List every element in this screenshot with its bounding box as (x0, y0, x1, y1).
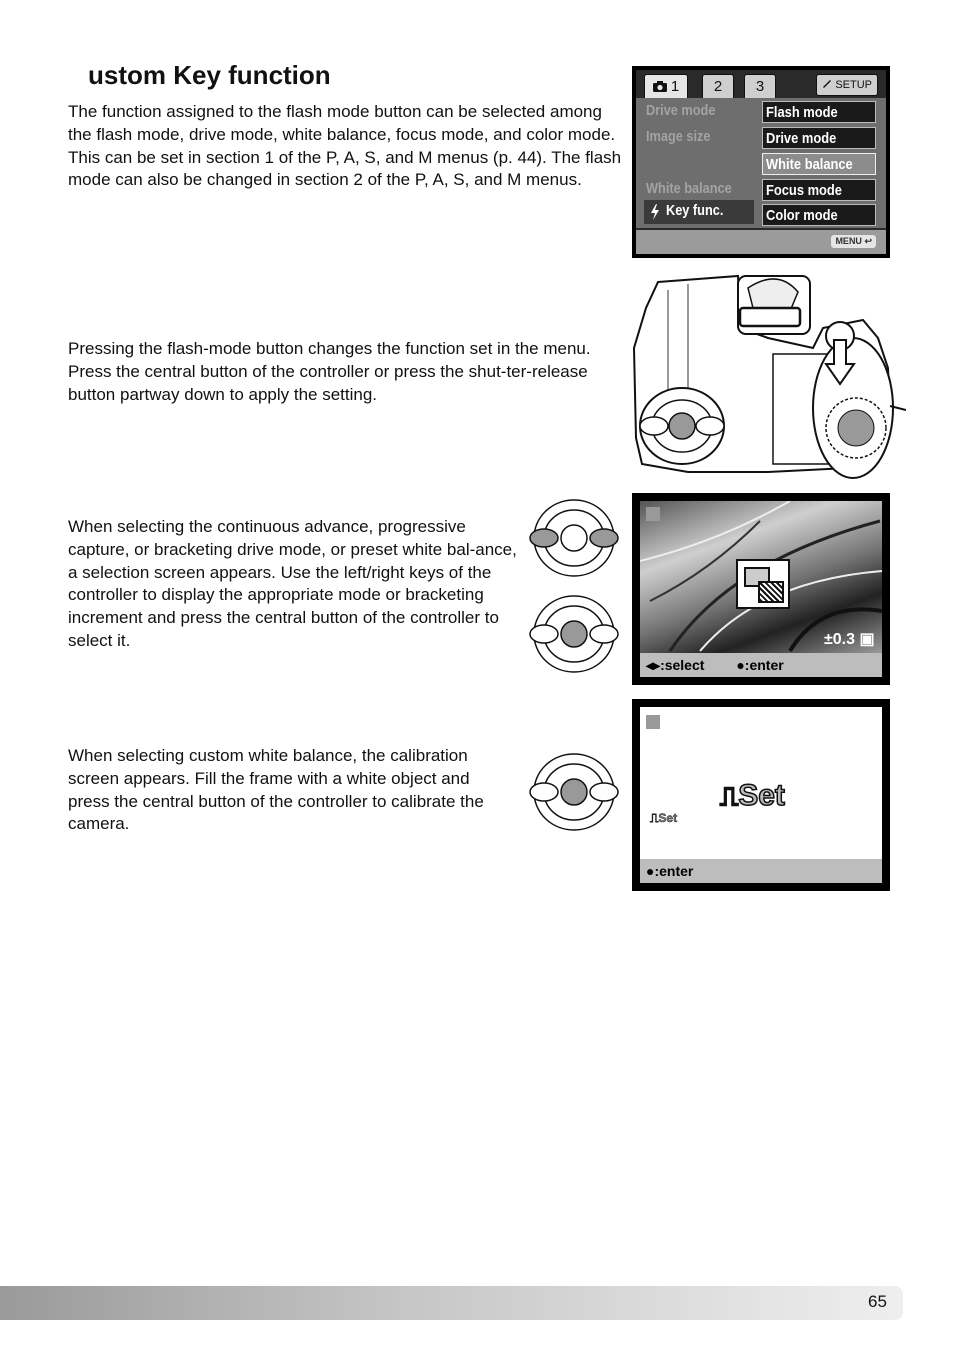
custom-wb-small-icon: ⎍ (650, 811, 659, 825)
select-hint: :select (660, 657, 705, 673)
setup-label: SETUP (835, 79, 872, 91)
wb-calibration-area (640, 707, 882, 859)
selection-screen-paragraph: When selecting the continuous advance, progressive capture, or bracketing drive mode, or preset white bal-ance, a selection screen appears. Use the left/right keys of the controller to display the appropriate mode or bracketing increment and press the central button of the controller to select it. (68, 517, 517, 650)
camera-icon (653, 78, 671, 95)
option-color-mode[interactable]: Color mode (762, 204, 876, 226)
wb-preset-icon (736, 559, 790, 609)
selection-screen (632, 493, 890, 685)
tab-3-label: 3 (755, 78, 765, 95)
setup-tab[interactable] (816, 74, 878, 96)
flash-button-paragraph: Pressing the flash-mode button changes the function set in the menu. Press the central button of the controller or press the shut-ter-release button partway down to apply the setting. (68, 339, 591, 404)
tab-1-label: 1 (670, 78, 680, 95)
custom-wb-icon: ⎍ (720, 781, 739, 811)
key-func-label: Key func. (666, 202, 724, 219)
custom-wb-paragraph: When selecting custom white balance, the calibration screen appears. Fill the frame with a white object and press the central button of the controller to calibrate the camera. (68, 746, 484, 834)
enter-bar (640, 859, 882, 883)
menu-button[interactable]: MENU ↩ (831, 235, 876, 248)
footer-bar (0, 1286, 903, 1320)
menu-item-image-size[interactable]: Image size (646, 128, 711, 145)
center-dot-icon: ● (646, 863, 655, 879)
option-flash-mode[interactable]: Flash mode (762, 101, 876, 123)
return-icon: ↩ (864, 236, 872, 246)
controller-center-icon (528, 594, 624, 674)
camera-icon (646, 507, 660, 521)
intro-paragraph: The function assigned to the flash mode button can be selected among the flash mode, drive mode, white balance, focus mode, and color mode. This can be set in section 1 of the P, A, S, and M menus (p. 44). The flash mode can also be changed in section 2 of the P, A, S, and M menus. (68, 102, 622, 190)
tab-2[interactable] (702, 74, 734, 100)
menu-screen (632, 66, 890, 258)
option-drive-mode[interactable]: Drive mode (762, 127, 876, 149)
option-focus-mode[interactable]: Focus mode (762, 179, 876, 201)
menu-item-key-func[interactable] (644, 200, 754, 224)
set-big-label: ⎍Set (720, 779, 785, 812)
page-title: ustom Key function (88, 60, 331, 90)
enter-hint: :enter (744, 657, 784, 673)
page-number: 65 (868, 1292, 887, 1311)
controller-center-icon (528, 752, 624, 832)
exposure-readout: ±0.3 ▣ (824, 631, 875, 648)
tab-1[interactable] (644, 74, 688, 100)
wrench-icon (822, 79, 835, 91)
enter-hint: :enter (654, 863, 694, 879)
center-dot-icon: ● (736, 657, 745, 673)
palm-photo (640, 501, 882, 653)
flash-icon (650, 204, 660, 225)
menu-footer (636, 230, 886, 254)
tab-3[interactable] (744, 74, 776, 100)
menu-item-white-balance[interactable]: White balance (646, 180, 732, 197)
menu-item-drive-mode[interactable]: Drive mode (646, 102, 716, 119)
custom-wb-screen (632, 699, 890, 891)
set-small-label: ⎍Set (650, 811, 678, 825)
option-white-balance[interactable]: White balance (762, 153, 876, 175)
camera-illustration (628, 268, 906, 484)
tab-2-label: 2 (713, 78, 723, 95)
camera-icon (646, 715, 660, 729)
controller-left-right-icon (528, 498, 624, 578)
left-right-arrow-icon: ◂▸ (646, 657, 661, 673)
hint-bar (640, 653, 882, 677)
